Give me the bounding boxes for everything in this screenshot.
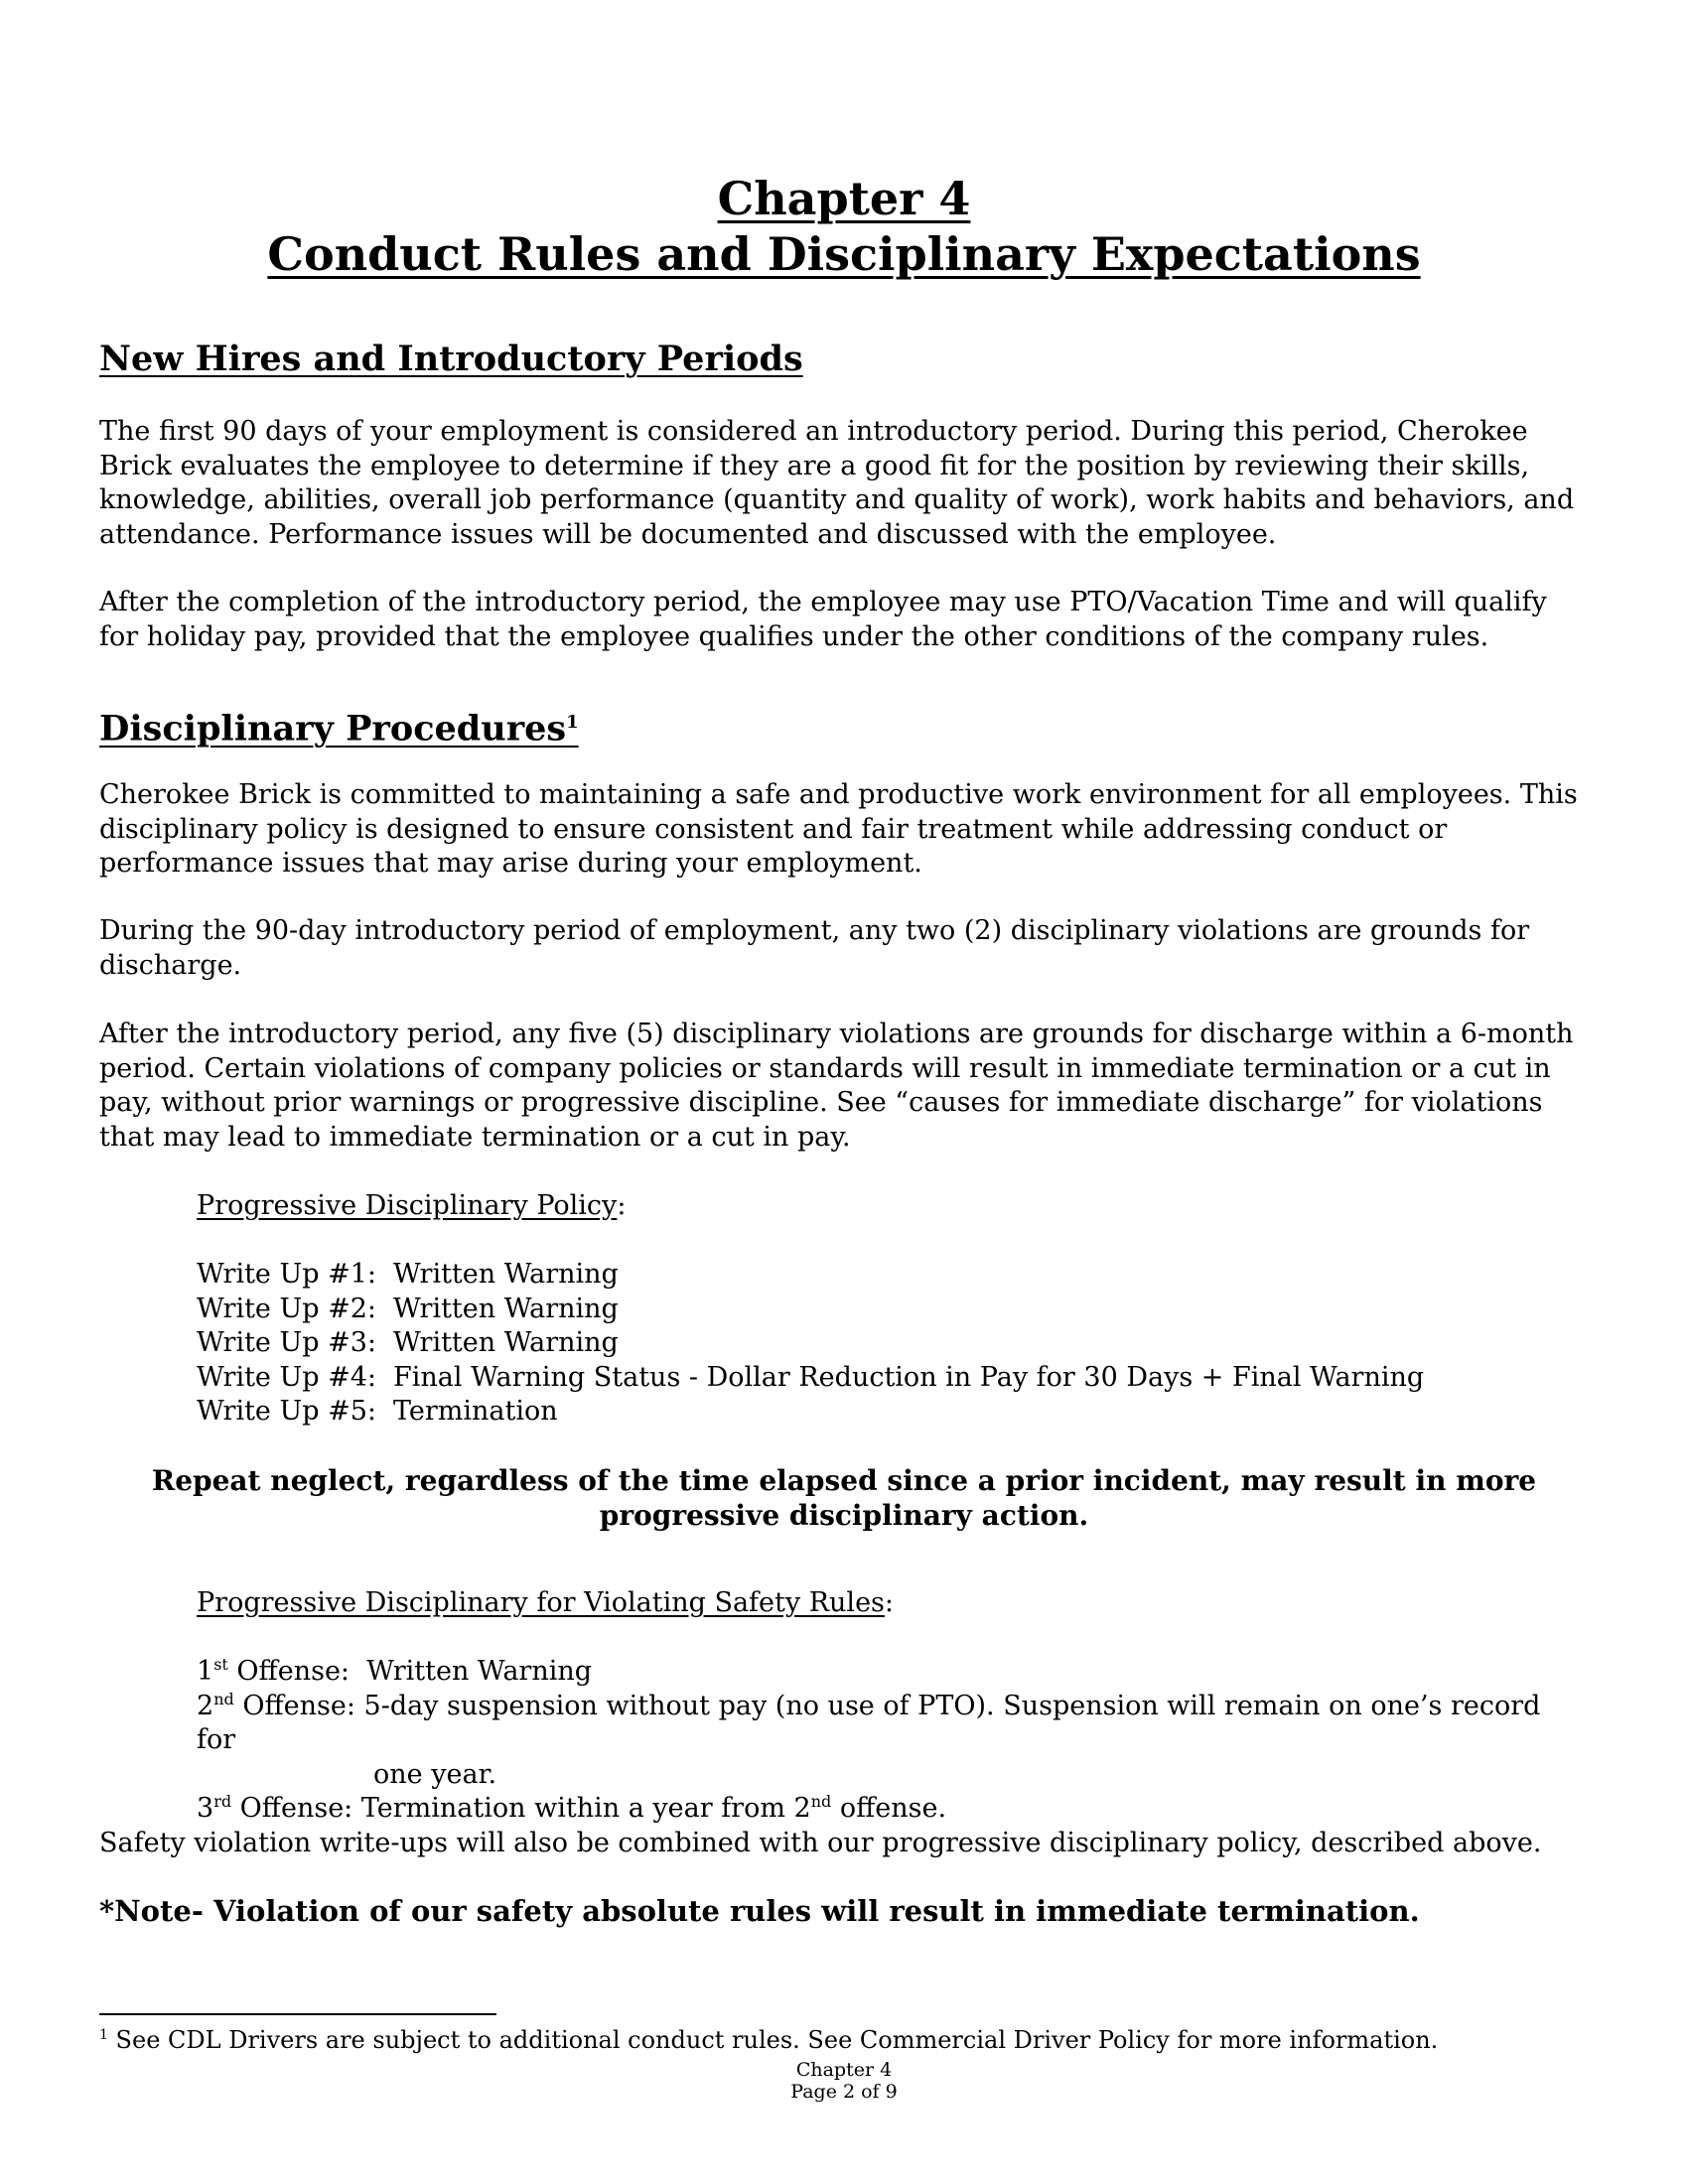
offense-continuation: one year. bbox=[373, 1758, 497, 1790]
write-up-value: Written Warning bbox=[393, 1259, 619, 1290]
offense-number: 3 bbox=[197, 1793, 214, 1824]
offense-value: Termination within a year from 2 bbox=[352, 1793, 811, 1824]
disciplinary-paragraph-2: During the 90-day introductory period of employment, any two (2) disciplinary violations are grounds for discharge. bbox=[99, 915, 1530, 981]
offense-label: Offense: bbox=[227, 1656, 351, 1687]
write-up-label: Write Up #1: bbox=[197, 1259, 377, 1290]
repeat-neglect-line-2: progressive disciplinary action. bbox=[599, 1499, 1089, 1532]
section-heading-new-hires: New Hires and Introductory Periods bbox=[99, 339, 803, 379]
repeat-neglect-line-1: Repeat neglect, regardless of the time elapsed since a prior incident, may result in more bbox=[151, 1464, 1537, 1497]
offense-number: 1 bbox=[197, 1656, 214, 1687]
footnote-text: See CDL Drivers are subject to additional conduct rules. See Commercial Driver Policy for more information. bbox=[107, 2026, 1439, 2054]
offense-ordinal: nd bbox=[213, 1689, 234, 1708]
offense-value: 5-day suspension without pay (no use of PTO). Suspension will remain on one’s record for bbox=[197, 1690, 1541, 1755]
new-hires-paragraph-2: After the completion of the introductory period, the employee may use PTO/Vacation Time and will qualify for holiday pay, provided that the employee qualifies under the other conditions of the company rules. bbox=[99, 587, 1547, 652]
write-up-value: Written Warning bbox=[393, 1327, 619, 1358]
offense-item-2 bbox=[197, 1690, 1587, 1793]
footnote-marker: 1 bbox=[99, 2027, 108, 2043]
write-up-value: Termination bbox=[393, 1396, 558, 1427]
write-up-item bbox=[197, 1395, 1424, 1430]
chapter-title: Chapter 4 bbox=[717, 172, 971, 225]
write-up-item bbox=[197, 1326, 1424, 1361]
write-up-item bbox=[197, 1258, 1424, 1293]
footer-page-number: Page 2 of 9 bbox=[790, 2081, 898, 2103]
offense-value: Written Warning bbox=[350, 1656, 593, 1687]
heading-text: Disciplinary Procedures bbox=[99, 708, 567, 750]
offense-ordinal: rd bbox=[213, 1792, 232, 1811]
footnote bbox=[99, 2025, 1438, 2055]
write-up-label: Write Up #5: bbox=[197, 1396, 377, 1427]
write-up-item bbox=[197, 1361, 1424, 1396]
safety-combined-paragraph: Safety violation write-ups will also be combined with our progressive disciplinary policy, described above. bbox=[99, 1828, 1542, 1858]
write-up-label: Write Up #4: bbox=[197, 1361, 377, 1393]
progressive-policy-heading bbox=[197, 1189, 626, 1223]
heading-colon: : bbox=[617, 1190, 627, 1221]
write-up-value: Written Warning bbox=[393, 1293, 619, 1324]
new-hires-paragraph-1: The first 90 days of your employment is considered an introductory period. During this period, Cherokee Brick evaluates the employee to determine if they are a good fit for the position by reviewing their skills, knowledge, abilities, overall job performance (quantity and quality of work), work habits and behaviors, and attendance. Performance issues will be documented and discussed with the employee. bbox=[99, 416, 1575, 550]
write-up-list bbox=[197, 1258, 1424, 1430]
offense-label: Offense: bbox=[233, 1690, 355, 1721]
write-up-label: Write Up #3: bbox=[197, 1327, 377, 1358]
footnote-divider bbox=[99, 2013, 496, 2015]
offense-ordinal: st bbox=[213, 1655, 228, 1674]
safety-policy-heading bbox=[197, 1586, 894, 1620]
write-up-item bbox=[197, 1293, 1424, 1327]
offense-item-3 bbox=[197, 1792, 1587, 1827]
offense-label: Offense: bbox=[231, 1793, 353, 1824]
offense-item-1 bbox=[197, 1655, 1587, 1690]
chapter-subtitle: Conduct Rules and Disciplinary Expectations bbox=[267, 227, 1421, 281]
write-up-value: Final Warning Status - Dollar Reduction in Pay for 30 Days + Final Warning bbox=[393, 1361, 1425, 1393]
write-up-label: Write Up #2: bbox=[197, 1293, 377, 1324]
section-heading-disciplinary-procedures bbox=[99, 701, 579, 751]
heading-colon: : bbox=[884, 1587, 895, 1618]
disciplinary-paragraph-1: Cherokee Brick is committed to maintaining a safe and productive work environment for all employees. This disciplinary policy is designed to ensure consistent and fair treatment while addressing conduct or performance issues that may arise during your employment. bbox=[99, 779, 1578, 879]
safety-note: *Note- Violation of our safety absolute rules will result in immediate termination. bbox=[99, 1894, 1420, 1928]
footnote-marker: 1 bbox=[566, 712, 579, 733]
offense-value-ordinal: nd bbox=[810, 1792, 832, 1811]
safety-policy-heading-text: Progressive Disciplinary for Violating Safety Rules bbox=[197, 1587, 885, 1618]
footer-chapter: Chapter 4 bbox=[795, 2059, 893, 2081]
offense-value-end: offense. bbox=[831, 1793, 947, 1824]
disciplinary-paragraph-3: After the introductory period, any five (5) disciplinary violations are grounds for discharge within a 6-month period. Certain violations of company policies or standards will result in immediate termination or a cut in pay, without prior warnings or progressive discipline. See “causes for immediate discharge” for violations that may lead to immediate termination or a cut in pay. bbox=[99, 1019, 1574, 1153]
offense-list bbox=[197, 1655, 1587, 1827]
offense-number: 2 bbox=[197, 1690, 214, 1721]
progressive-policy-heading-text: Progressive Disciplinary Policy bbox=[197, 1190, 618, 1221]
